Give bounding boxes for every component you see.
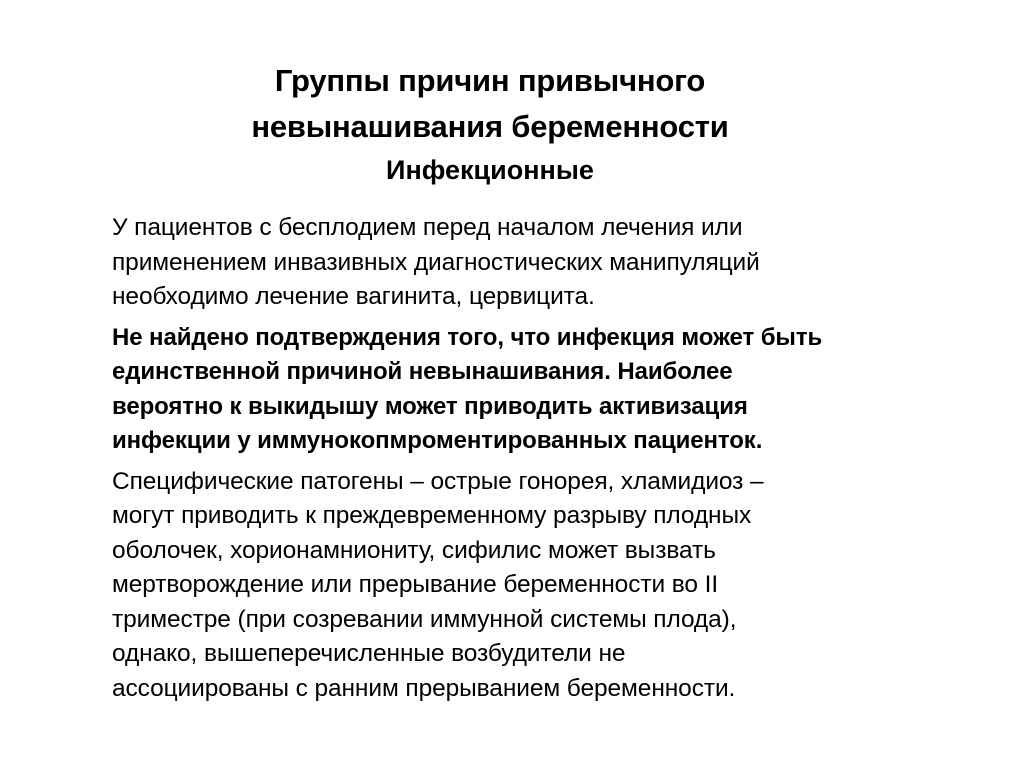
paragraph-line: триместре (при созревании иммунной системы плода),	[112, 605, 737, 633]
paragraph-line: однако, вышеперечисленные возбудители не	[112, 640, 626, 667]
paragraph-line: У пациентов с бесплодием перед началом лечения или	[112, 214, 743, 241]
paragraph-line: мертворождение или прерывание беременности во II	[112, 571, 719, 598]
paragraph-infertility-treatment	[112, 211, 962, 315]
paragraph-specific-pathogens	[112, 465, 962, 707]
paragraph-line: инфекции у иммунокопмроментированных пациенток.	[112, 427, 763, 454]
slide-title	[140, 58, 840, 150]
slide-title-line: Группы причин привычного	[274, 63, 706, 98]
paragraph-line: вероятно к выкидышу может приводить активизация	[112, 392, 748, 420]
paragraph-infection-evidence	[112, 321, 962, 459]
paragraph-line: ассоциированы с ранним прерыванием беременности.	[112, 674, 736, 702]
slide-body	[112, 211, 962, 712]
paragraph-line: применением инвазивных диагностических манипуляций	[112, 248, 760, 276]
paragraph-line: могут приводить к преждевременному разрыву плодных	[112, 502, 752, 529]
paragraph-line: оболочек, хорионамниониту, сифилис может вызвать	[112, 536, 716, 564]
paragraph-line: Специфические патогены – острые гонорея, хламидиоз –	[112, 467, 764, 495]
paragraph-line: необходимо лечение вагинита, цервицита.	[112, 283, 595, 310]
paragraph-line: Не найдено подтверждения того, что инфекция может быть	[112, 323, 823, 351]
slide-title-line: невынашивания беременности	[251, 109, 729, 144]
paragraph-line: единственной причиной невынашивания. Наиболее	[112, 358, 733, 385]
slide-subtitle: Инфекционные	[386, 155, 594, 185]
